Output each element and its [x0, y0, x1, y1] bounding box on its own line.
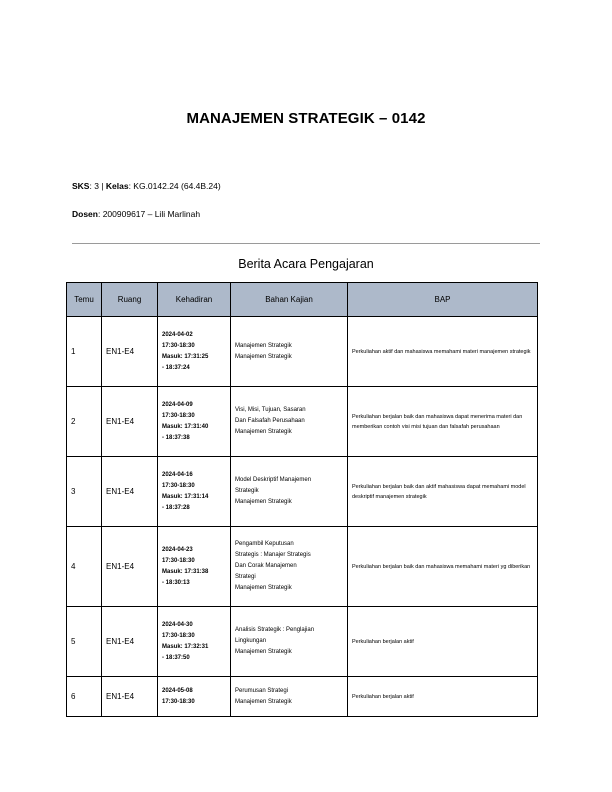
kehadiran-checkout: - 18:30:13 — [162, 579, 190, 586]
kehadiran-schedule: 17:30-18:30 — [162, 698, 195, 705]
kehadiran-schedule: 17:30-18:30 — [162, 412, 195, 419]
cell-kehadiran — [158, 387, 231, 457]
bahan-line: Manajemen Strategik — [235, 429, 292, 435]
kehadiran-schedule: 17:30-18:30 — [162, 482, 195, 489]
bap-text: Perkuliahan berjalan baik dan mahasiswa dapat menerima materi dan memberikan contoh visi misi tujuan dan falsafah perusahaan — [352, 413, 523, 430]
cell-temu: 4 — [67, 527, 102, 607]
kehadiran-checkout: - 18:37:50 — [162, 654, 190, 661]
dosen-label: Dosen — [72, 209, 98, 219]
kehadiran-date: 2024-04-02 — [162, 331, 193, 338]
cell-bap — [348, 457, 538, 527]
kehadiran-date: 2024-05-08 — [162, 687, 193, 694]
cell-temu: 5 — [67, 607, 102, 677]
table-row — [67, 457, 538, 527]
cell-bap — [348, 677, 538, 717]
kehadiran-schedule: 17:30-18:30 — [162, 632, 195, 639]
bap-table — [66, 282, 538, 717]
sks-label: SKS — [72, 181, 90, 191]
cell-temu: 3 — [67, 457, 102, 527]
bahan-line: Strategis : Manajer Strategis — [235, 552, 311, 558]
kehadiran-checkin: Masuk: 17:31:40 — [162, 423, 209, 430]
cell-bahan-kajian — [231, 607, 348, 677]
header-temu: Temu — [67, 283, 102, 317]
bahan-line: Lingkungan — [235, 638, 267, 644]
table-row — [67, 607, 538, 677]
cell-kehadiran — [158, 677, 231, 717]
cell-ruang: EN1-E4 — [102, 677, 158, 717]
header-bap: BAP — [348, 283, 538, 317]
bahan-line: Pengambil Keputusan — [235, 541, 294, 547]
divider — [72, 243, 540, 244]
header-bahan-kajian: Bahan Kajian — [231, 283, 348, 317]
table-row — [67, 677, 538, 717]
bahan-line: Manajemen Strategik — [235, 342, 292, 349]
kehadiran-checkin: Masuk: 17:32:31 — [162, 643, 209, 650]
bahan-line: Manajemen Strategik — [235, 499, 292, 505]
cell-bahan-kajian — [231, 457, 348, 527]
cell-temu: 2 — [67, 387, 102, 457]
kehadiran-checkout: - 18:37:38 — [162, 434, 190, 441]
kehadiran-date: 2024-04-30 — [162, 621, 193, 628]
course-meta — [72, 181, 221, 191]
bap-text: Perkuliahan berjalan aktif — [352, 638, 414, 645]
cell-bahan-kajian — [231, 387, 348, 457]
cell-kehadiran — [158, 607, 231, 677]
kehadiran-date: 2024-04-23 — [162, 546, 193, 553]
bahan-line: Manajemen Strategik — [235, 353, 292, 360]
cell-kehadiran — [158, 317, 231, 387]
bahan-line: Visi, Misi, Tujuan, Sasaran — [235, 407, 306, 413]
cell-ruang: EN1-E4 — [102, 457, 158, 527]
bahan-line: Manajemen Strategik — [235, 649, 292, 655]
cell-bap — [348, 527, 538, 607]
bap-text: Perkuliahan berjalan aktif — [352, 693, 414, 700]
cell-kehadiran — [158, 527, 231, 607]
kehadiran-date: 2024-04-16 — [162, 471, 193, 478]
cell-bap — [348, 317, 538, 387]
cell-ruang: EN1-E4 — [102, 607, 158, 677]
kelas-label: Kelas — [105, 181, 129, 191]
cell-kehadiran — [158, 457, 231, 527]
header-ruang: Ruang — [102, 283, 158, 317]
dosen-value: : 200909617 – Lili Marlinah — [97, 209, 201, 219]
cell-bap — [348, 387, 538, 457]
bap-text: Perkuliahan aktif dan mahasiswa memahami materi manajemen strategik — [352, 348, 531, 355]
cell-bahan-kajian — [231, 677, 348, 717]
bahan-line: Manajemen Strategik — [235, 698, 292, 705]
cell-bahan-kajian — [231, 317, 348, 387]
table-row — [67, 527, 538, 607]
sks-value: : 3 | — [89, 181, 106, 191]
kelas-value: : KG.0142.24 (64.4B.24) — [128, 181, 221, 191]
kehadiran-checkin: Masuk: 17:31:14 — [162, 493, 209, 500]
kehadiran-date: 2024-04-09 — [162, 401, 193, 408]
cell-ruang: EN1-E4 — [102, 317, 158, 387]
bahan-line: Strategi — [235, 574, 256, 580]
table-header-row — [67, 283, 538, 317]
cell-ruang: EN1-E4 — [102, 527, 158, 607]
kehadiran-checkin: Masuk: 17:31:38 — [162, 568, 209, 575]
bahan-line: Strategik — [235, 488, 259, 494]
kehadiran-schedule: 17:30-18:30 — [162, 342, 195, 349]
bahan-line: Analisis Strategik : Penglajian — [235, 627, 315, 633]
kehadiran-schedule: 17:30-18:30 — [162, 557, 195, 564]
bap-text: Perkuliahan berjalan baik dan aktif mahasiswa dapat memahami model deskriptif manajemen strategik — [352, 483, 526, 500]
cell-ruang: EN1-E4 — [102, 387, 158, 457]
lecturer-meta — [72, 209, 200, 219]
kehadiran-checkin: Masuk: 17:31:25 — [162, 353, 209, 360]
bap-text: Perkuliahan berjalan baik dan mahasiswa memahami materi yg diberikan — [352, 563, 531, 570]
table-title: Berita Acara Pengajaran — [238, 257, 374, 271]
table-row — [67, 387, 538, 457]
bahan-line: Model Deskriptif Manajemen — [235, 477, 312, 483]
bahan-line: Manajemen Strategik — [235, 585, 292, 591]
kehadiran-checkout: - 18:37:28 — [162, 504, 190, 511]
bahan-line: Dan Falsafah Perusahaan — [235, 418, 305, 424]
cell-bap — [348, 607, 538, 677]
page-title: MANAJEMEN STRATEGIK – 0142 — [186, 110, 426, 127]
cell-bahan-kajian — [231, 527, 348, 607]
table-row — [67, 317, 538, 387]
header-kehadiran: Kehadiran — [158, 283, 231, 317]
bahan-line: Dan Corak Manajemen — [235, 563, 297, 569]
bahan-line: Perumusan Strategi — [235, 687, 289, 694]
cell-temu: 6 — [67, 677, 102, 717]
kehadiran-checkout: - 18:37:24 — [162, 364, 190, 371]
cell-temu: 1 — [67, 317, 102, 387]
